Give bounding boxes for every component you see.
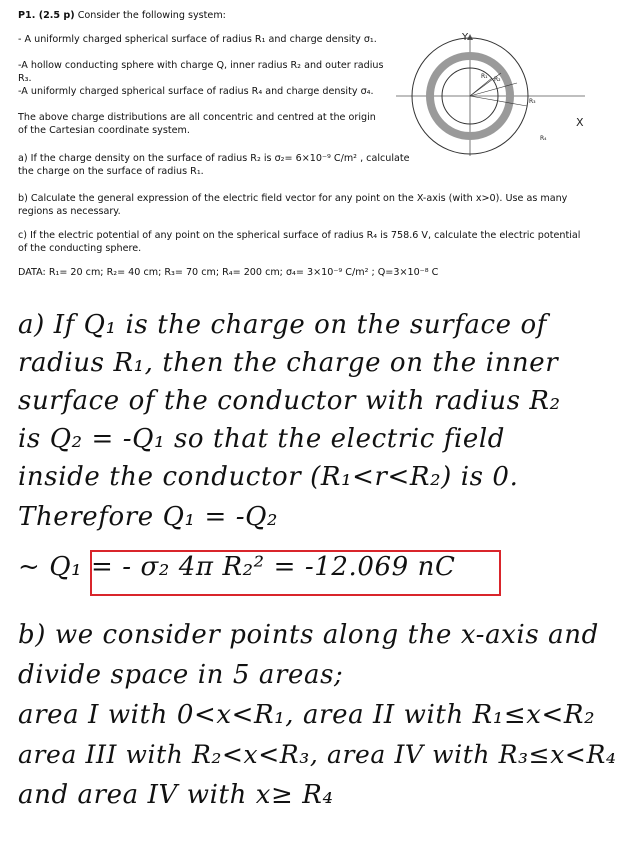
problem-intro: Consider the following system: (74, 10, 226, 21)
handwritten-line-3: surface of the conductor with radius R₂ (18, 386, 561, 416)
x-axis-label: X (576, 116, 584, 129)
handwritten-line-12: and area IV with x≥ R₄ (18, 780, 334, 810)
concentric-spheres-diagram (390, 28, 600, 158)
system-line-4: The above charge distributions are all concentric and centred at the origin of the Cartesian coordinate system. (18, 112, 376, 136)
part-c: c) If the electric potential of any point on the spherical surface of radius R₄ is 758.6 V, calculate the electric potential of the conducting sphere. (18, 230, 581, 254)
system-line-2: -A hollow conducting sphere with charge Q, inner radius R₂ and outer radius R₃. (18, 60, 384, 84)
handwritten-line-1: a) If Q₁ is the charge on the surface of (18, 310, 548, 340)
problem-number: P1. (2.5 p) (18, 10, 75, 21)
handwritten-line-5: inside the conductor (R₁<r<R₂) is 0. (18, 462, 519, 492)
y-axis-label: Y (462, 32, 469, 43)
problem-header (18, 10, 226, 23)
r4-line (470, 96, 527, 106)
system-line-1: - A uniformly charged spherical surface of radius R₁ and charge density σ₁. (18, 34, 377, 45)
handwritten-solution (0, 298, 634, 848)
handwritten-line-6: Therefore Q₁ = -Q₂ (18, 502, 279, 532)
part-b: b) Calculate the general expression of the electric field vector for any point on the X-axis (with x>0). Use as many regions as necessary. (18, 193, 568, 217)
handwritten-line-9: divide space in 5 areas; (18, 660, 344, 690)
handwritten-line-2: radius R₁, then the charge on the inner (18, 348, 559, 378)
r4-label: R₄ (540, 135, 547, 142)
r1-label: R₁ (481, 73, 488, 80)
part-a: a) If the charge density on the surface of radius R₂ is σ₂= 6×10⁻⁹ C/m² , calculate the charge on the surface of radius R₁. (18, 153, 410, 177)
r3-label: R₃ (529, 98, 536, 105)
system-line-3: -A uniformly charged spherical surface of radius R₄ and charge density σ₄. (18, 86, 374, 97)
r2-label: R₂ (494, 76, 501, 83)
handwritten-line-10: area I with 0<x<R₁, area II with R₁≤x<R₂ (18, 700, 596, 730)
data-line: DATA: R₁= 20 cm; R₂= 40 cm; R₃= 70 cm; R₄= 200 cm; σ₄= 3×10⁻⁹ C/m² ; Q=3×10⁻⁸ C (18, 267, 439, 278)
handwritten-line-4: is Q₂ = -Q₁ so that the electric field (18, 424, 506, 454)
handwritten-line-7: ~ Q₁ = - σ₂ 4π R₂² = -12.069 nC (18, 552, 456, 582)
handwritten-line-11: area III with R₂<x<R₃, area IV with R₃≤x<R₄ (18, 740, 617, 769)
handwritten-line-8: b) we consider points along the x-axis and (18, 620, 599, 650)
